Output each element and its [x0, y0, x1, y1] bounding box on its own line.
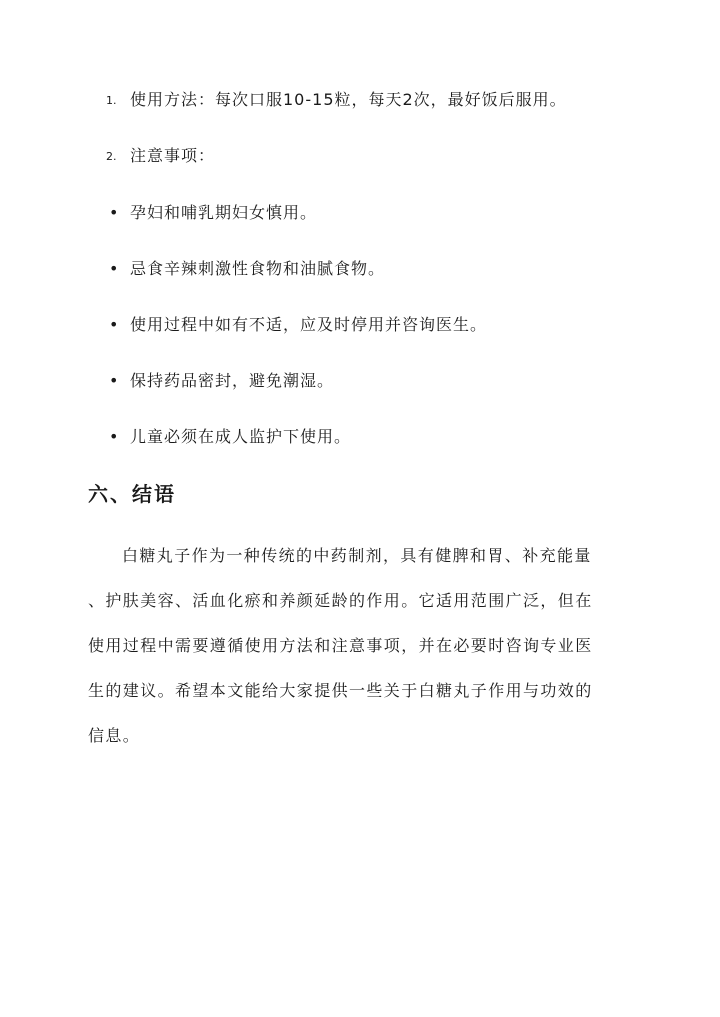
list-item-text: 注意事项：: [130, 146, 216, 165]
bullet-list-item: [106, 371, 666, 391]
bullet-icon: •: [109, 427, 119, 446]
list-item-text: 忌食辛辣刺激性食物和油腻食物。: [130, 259, 386, 278]
bullet-list-item: [106, 427, 666, 447]
paragraph-line: 白糖丸子作为一种传统的中药制剂，具有健脾和胃、补充能量: [122, 546, 592, 565]
list-item-text: 保持药品密封，避免潮湿。: [130, 371, 335, 390]
list-item-text: 孕妇和哺乳期妇女慎用。: [130, 203, 318, 222]
bullet-list-item: [106, 259, 666, 279]
paragraph-line: 信息。: [88, 726, 141, 745]
bullet-icon: •: [109, 203, 119, 222]
bullet-icon: •: [109, 315, 119, 334]
bullet-list-item: [106, 315, 666, 335]
conclusion-paragraph: [88, 541, 644, 766]
list-item-text: 使用方法：每次口服10-15粒，每天2次，最好饭后服用。: [130, 90, 567, 109]
list-number: 2.: [106, 150, 117, 163]
paragraph-line: 生的建议。希望本文能给大家提供一些关于白糖丸子作用与功效的: [88, 681, 593, 700]
list-number: 1.: [106, 94, 117, 107]
list-item-text: 儿童必须在成人监护下使用。: [130, 427, 352, 446]
bullet-icon: •: [109, 371, 119, 390]
section-heading: 六、结语: [88, 482, 176, 506]
bullet-list-item: [106, 203, 666, 223]
list-item-text: 使用过程中如有不适，应及时停用并咨询医生。: [130, 315, 488, 334]
paragraph-line: 使用过程中需要遵循使用方法和注意事项，并在必要时咨询专业医: [88, 636, 593, 655]
paragraph-line: 、护肤美容、活血化瘀和养颜延龄的作用。它适用范围广泛，但在: [88, 591, 593, 610]
bullet-icon: •: [109, 259, 119, 278]
numbered-list-item: [106, 146, 666, 166]
numbered-list-item: [106, 90, 666, 110]
